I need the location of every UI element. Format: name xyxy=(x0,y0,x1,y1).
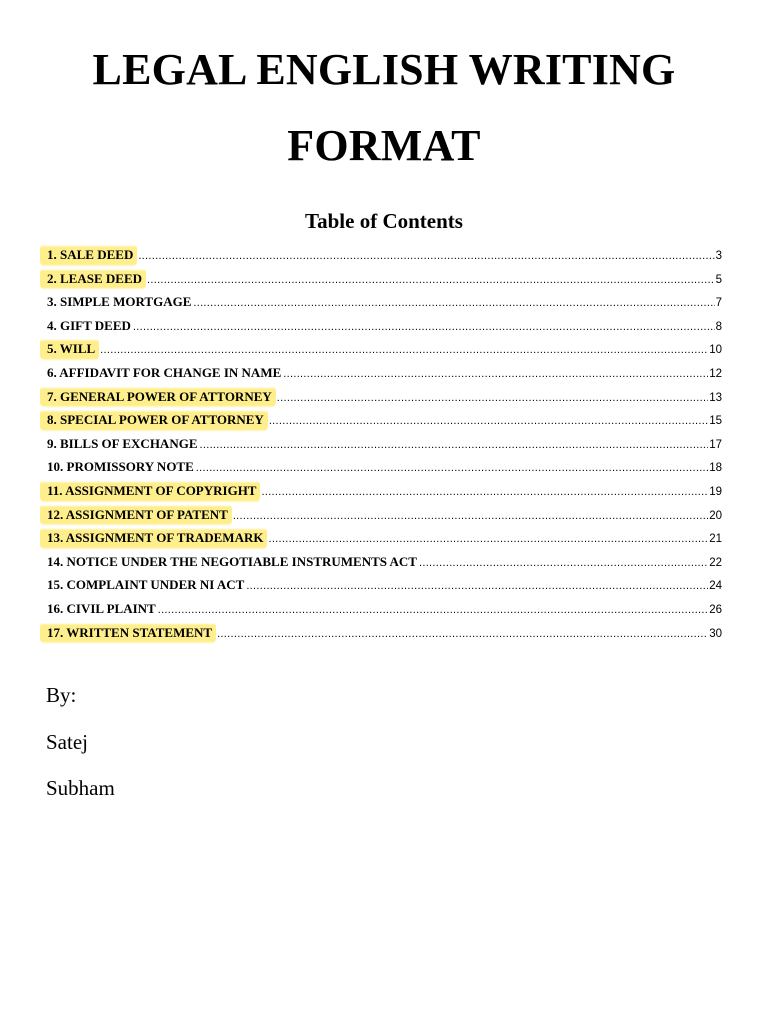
toc-page-number[interactable]: 19 xyxy=(709,485,722,498)
toc-entry-label[interactable]: 2. LEASE DEED xyxy=(40,267,146,291)
toc-entry[interactable] xyxy=(46,290,722,314)
toc-dot-leader xyxy=(138,245,714,269)
toc-page-number[interactable]: 3 xyxy=(715,250,722,262)
toc-dot-leader xyxy=(419,552,708,576)
toc-entry-label[interactable]: 14. NOTICE UNDER THE NEGOTIABLE INSTRUMENTS ACT xyxy=(47,553,417,569)
toc-entry-label[interactable]: 15. COMPLAINT UNDER NI ACT xyxy=(47,577,245,593)
toc-page-number[interactable]: 26 xyxy=(709,603,722,616)
toc-page-number[interactable]: 20 xyxy=(709,509,722,522)
toc-page-number[interactable]: 5 xyxy=(715,273,722,286)
toc-dot-leader xyxy=(217,623,708,647)
toc-entry[interactable] xyxy=(46,314,722,338)
toc-entry[interactable] xyxy=(46,385,722,409)
toc-page-number[interactable]: 12 xyxy=(709,367,722,380)
toc-entry-label[interactable]: 6. AFFIDAVIT FOR CHANGE IN NAME xyxy=(47,364,282,380)
author-name: Satej xyxy=(46,730,88,754)
toc-entry[interactable] xyxy=(46,479,722,503)
toc-entry-label[interactable]: 4. GIFT DEED xyxy=(47,317,131,333)
toc-entry[interactable] xyxy=(46,526,722,550)
toc-entry[interactable] xyxy=(46,455,722,479)
by-label: By: xyxy=(46,683,77,707)
toc-page-number[interactable]: 18 xyxy=(709,462,722,475)
toc-entry[interactable] xyxy=(46,408,722,432)
toc-entry[interactable] xyxy=(46,550,722,574)
toc-dot-leader xyxy=(277,387,708,411)
toc-page-number[interactable]: 15 xyxy=(709,415,722,428)
toc-page-number[interactable]: 17 xyxy=(709,438,722,451)
toc-entry[interactable] xyxy=(46,597,722,621)
toc-entry-label[interactable]: 5. WILL xyxy=(40,337,99,361)
author-name: Subham xyxy=(46,776,115,800)
toc-entry[interactable] xyxy=(46,243,722,267)
toc-entry[interactable] xyxy=(46,503,722,527)
toc-dot-leader xyxy=(147,269,715,293)
toc-entry-label[interactable]: 7. GENERAL POWER OF ATTORNEY xyxy=(40,385,276,409)
toc-entry-label[interactable]: 13. ASSIGNMENT OF TRADEMARK xyxy=(40,526,267,550)
toc-dot-leader xyxy=(193,292,714,316)
toc-page-number[interactable]: 10 xyxy=(709,344,722,357)
toc-dot-leader xyxy=(268,528,708,552)
toc-entry-label[interactable]: 1. SALE DEED xyxy=(40,243,137,267)
toc-entry-label[interactable]: 17. WRITTEN STATEMENT xyxy=(40,621,216,645)
toc-dot-leader xyxy=(200,434,709,458)
toc-dot-leader xyxy=(158,599,708,623)
toc-entry-label[interactable]: 9. BILLS OF EXCHANGE xyxy=(47,435,198,451)
toc-entry[interactable] xyxy=(46,337,722,361)
toc-page-number[interactable]: 8 xyxy=(715,320,722,333)
toc-page-number[interactable]: 13 xyxy=(709,391,722,404)
toc-entry[interactable] xyxy=(46,361,722,385)
toc-page-number[interactable]: 30 xyxy=(709,627,722,640)
toc-dot-leader xyxy=(283,363,708,387)
toc-dot-leader xyxy=(261,481,708,505)
toc-entry-label[interactable]: 16. CIVIL PLAINT xyxy=(47,600,156,616)
toc-dot-leader xyxy=(133,316,715,340)
toc-entry[interactable] xyxy=(46,573,722,597)
toc-dot-leader xyxy=(269,410,708,434)
table-of-contents xyxy=(46,243,722,644)
toc-dot-leader xyxy=(196,457,708,481)
toc-entry[interactable] xyxy=(46,432,722,456)
toc-dot-leader xyxy=(100,339,708,363)
toc-heading: Table of Contents xyxy=(305,209,463,233)
toc-dot-leader xyxy=(233,505,708,529)
toc-page-number[interactable]: 7 xyxy=(715,297,722,310)
document-title-line-1: LEGAL ENGLISH WRITING xyxy=(92,45,676,94)
toc-page-number[interactable]: 22 xyxy=(709,556,722,569)
toc-entry[interactable] xyxy=(46,267,722,291)
document-title-line-2: FORMAT xyxy=(287,121,481,170)
toc-entry-label[interactable]: 10. PROMISSORY NOTE xyxy=(47,459,194,475)
toc-entry[interactable] xyxy=(46,621,722,645)
toc-entry-label[interactable]: 12. ASSIGNMENT OF PATENT xyxy=(40,503,232,527)
toc-page-number[interactable]: 21 xyxy=(709,533,722,546)
toc-entry-label[interactable]: 8. SPECIAL POWER OF ATTORNEY xyxy=(40,408,268,432)
toc-dot-leader xyxy=(246,575,708,599)
toc-page-number[interactable]: 24 xyxy=(709,580,722,593)
toc-entry-label[interactable]: 11. ASSIGNMENT OF COPYRIGHT xyxy=(40,479,260,503)
toc-entry-label[interactable]: 3. SIMPLE MORTGAGE xyxy=(47,294,192,310)
